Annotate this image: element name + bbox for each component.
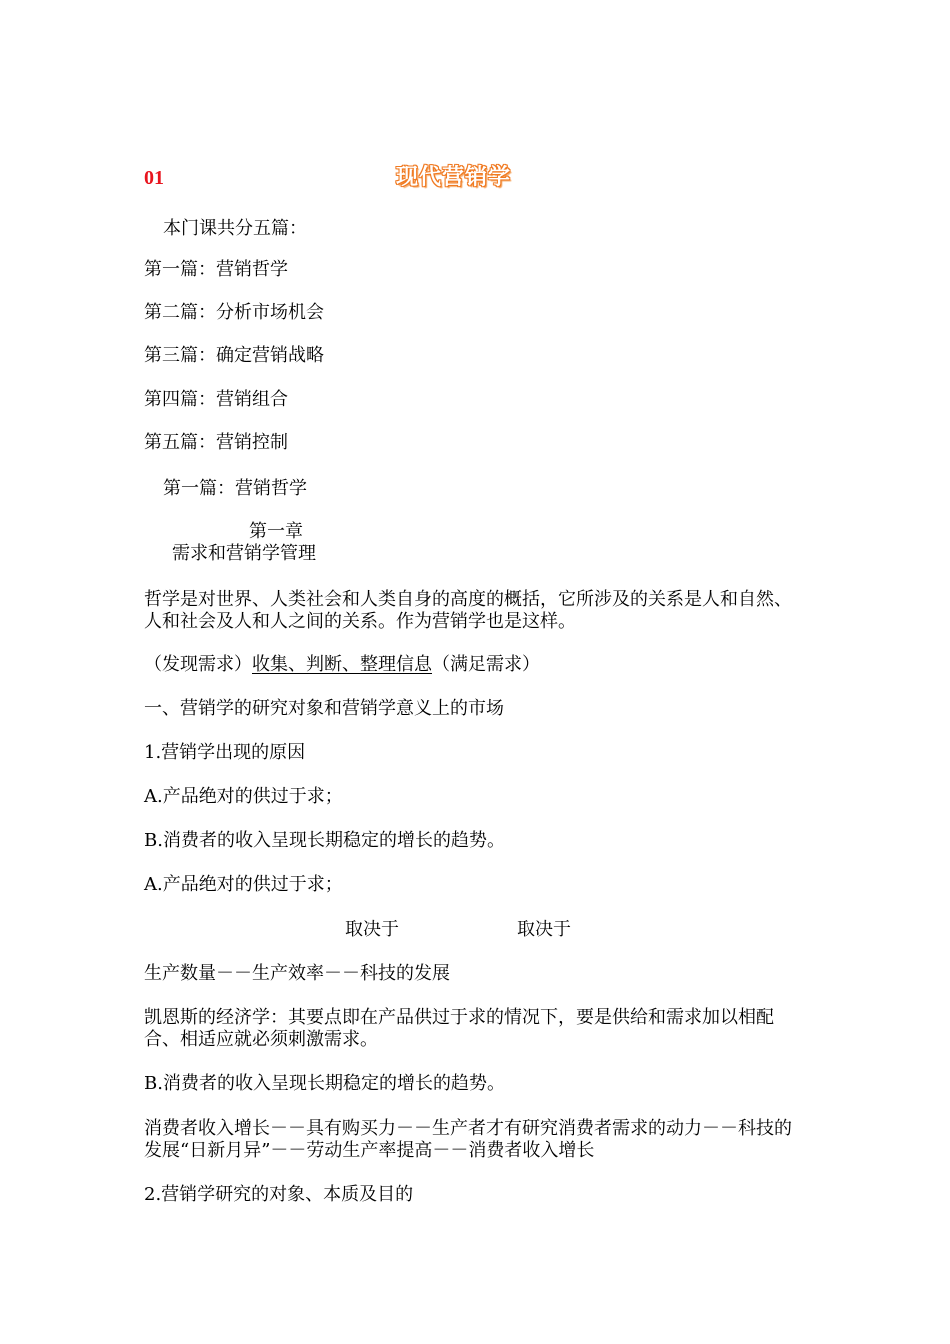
- item-a-repeat: A.产品绝对的供过于求；: [144, 874, 343, 895]
- part-item: 第五篇：营销控制: [144, 432, 288, 453]
- part-item: 第一篇：营销哲学: [144, 259, 288, 280]
- depends-label: 取决于: [517, 919, 571, 940]
- flow-right: （满足需求）: [432, 654, 540, 675]
- chapter-title: 需求和营销学管理: [172, 543, 316, 564]
- paragraph-income-chain: 消费者收入增长－－具有购买力－－生产者才有研究消费者需求的动力－－科技的发展“日新月异”－－劳动生产率提高－－消费者收入增长: [144, 1118, 792, 1161]
- document-number: 01: [144, 167, 164, 189]
- part-item: 第二篇：分析市场机会: [144, 302, 324, 323]
- paragraph-keynes: 凯恩斯的经济学：其要点即在产品供过于求的情况下，要是供给和需求加以相配合、相适应就必须刺激需求。: [144, 1007, 774, 1050]
- item-a: A.产品绝对的供过于求；: [144, 786, 343, 807]
- point-two: 2.营销学研究的对象、本质及目的: [144, 1184, 414, 1205]
- part-item: 第三篇：确定营销战略: [144, 345, 324, 366]
- paragraph-philosophy: 哲学是对世界、人类社会和人类自身的高度的概括，它所涉及的关系是人和自然、人和社会及人和人之间的关系。作为营销学也是这样。: [144, 589, 792, 632]
- flow-left: （发现需求）: [144, 654, 252, 675]
- chapter-number: 第一章: [249, 521, 303, 542]
- point-one: 1.营销学出现的原因: [144, 742, 306, 763]
- course-intro: 本门课共分五篇：: [163, 218, 307, 239]
- section-one-heading: 一、营销学的研究对象和营销学意义上的市场: [144, 698, 504, 719]
- item-b: B.消费者的收入呈现长期稳定的增长的趋势。: [144, 830, 505, 851]
- item-b-repeat: B.消费者的收入呈现长期稳定的增长的趋势。: [144, 1073, 505, 1094]
- flow-middle: 收集、判断、整理信息: [252, 654, 432, 675]
- section-heading: 第一篇：营销哲学: [163, 478, 307, 499]
- depends-label: 取决于: [345, 919, 399, 940]
- production-chain: 生产数量－－生产效率－－科技的发展: [144, 963, 450, 984]
- document-title: 现代营销学: [396, 165, 512, 190]
- flow-line: [144, 654, 540, 676]
- part-item: 第四篇：营销组合: [144, 389, 288, 410]
